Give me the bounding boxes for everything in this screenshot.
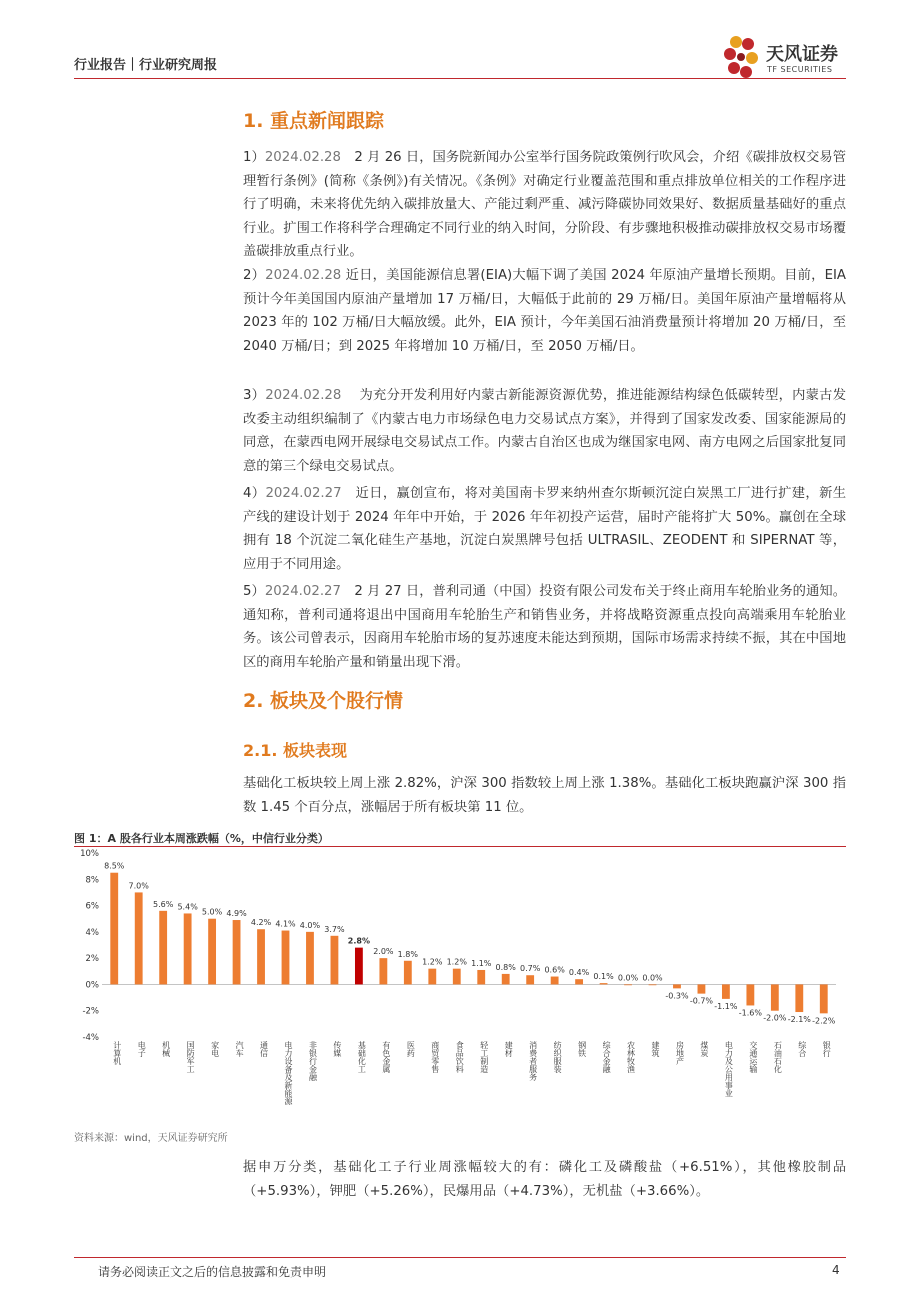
y-tick-label: -2% [82,1006,99,1017]
logo-brand-en: TF SECURITIES [767,65,833,74]
news-item-text: 近日，赢创宣布，将对美国南卡罗来纳州查尔斯顿沉淀白炭黑工厂进行扩建，新生产线的建设计划于 2024 年年中开始，于 2026 年年初投产运营，届时产能将扩大 50%。赢创在全球拥有 18 个沉淀二氧化硅生产基地，沉淀白炭黑牌号包括 ULTRASIL、ZEODENT 和 SIPERNAT 等，应用于不同用途。 [243,486,846,572]
x-tick-label: 汽车 [235,1041,245,1057]
section-title-market: 2. 板块及个股行情 [243,690,404,712]
x-tick-label: 机械 [161,1041,171,1057]
x-tick-label: 建材 [504,1041,514,1057]
chart-bar [600,983,608,984]
news-item-2 [243,264,846,358]
news-item-3 [243,384,846,478]
chart-bar [746,984,754,1005]
chart-bar [208,919,216,985]
news-item-date: 2024.02.28 [265,268,342,283]
subindustry-summary: 据申万分类，基础化工子行业周涨幅较大的有：磷化工及磷酸盐（+6.51%），其他橡胶制品（+5.93%），钾肥（+5.26%），民爆用品（+4.73%），无机盐（+3.66%）。 [243,1160,846,1199]
x-tick-label: 纺织服装 [553,1041,563,1073]
news-item-number: 3） [243,388,266,403]
data-label: -0.3% [665,991,689,1001]
x-tick-label: 石油石化 [773,1041,783,1073]
data-label: 7.0% [128,881,149,891]
x-tick-label: 农林牧渔 [626,1041,636,1073]
x-tick-label: 传媒 [332,1041,342,1057]
news-item-5 [243,580,846,674]
chart-bar [722,984,730,998]
x-tick-label: 综合金融 [602,1041,612,1073]
x-tick-label: 食品饮料 [455,1041,465,1073]
x-tick-label: 家电 [210,1041,220,1057]
chart-bar [771,984,779,1010]
industry-weekly-change-chart [74,848,846,1123]
chart-bar [673,984,681,988]
chart-bar [698,984,706,993]
chart-bar [477,970,485,984]
x-tick-label: 通信 [259,1041,269,1057]
x-tick-label: 钢铁 [577,1041,587,1057]
chart-bar [306,932,314,985]
data-label: 2.0% [373,947,394,957]
x-tick-label: 建筑 [651,1041,660,1057]
x-tick-label: 非银行金融 [308,1041,318,1081]
x-tick-label: 煤炭 [699,1041,709,1057]
chart-bar [575,979,583,984]
data-label: 0.0% [617,973,639,983]
x-tick-label: 银行 [822,1041,832,1057]
chart-bar [428,969,436,985]
news-item-date: 2024.02.27 [264,584,341,599]
data-label: 0.4% [568,968,590,978]
x-tick-label: 消费者服务 [528,1041,538,1081]
x-tick-label: 商贸零售 [430,1041,440,1073]
logo-mark-icon [722,34,764,80]
x-tick-label: 综合 [797,1041,807,1057]
chart-bar [355,948,363,985]
chart-bar [820,984,828,1013]
chart-bar [135,892,143,984]
data-label: 5.0% [201,907,223,917]
chart-bar [551,977,559,985]
x-tick-label: 国防军工 [186,1041,196,1073]
company-logo [722,34,862,80]
x-tick-label: 电力设备及新能源 [284,1041,293,1105]
data-label: -1.6% [738,1008,762,1018]
chart-bar [379,958,387,984]
y-tick-label: 4% [85,927,99,938]
report-type: 行业报告｜行业研究周报 [74,58,218,73]
y-tick-label: 0% [85,980,99,991]
data-label: 4.1% [275,919,296,929]
figure-source: 资料来源：wind，天风证券研究所 [74,1133,228,1144]
news-item-text: 2 月 26 日，国务院新闻办公室举行国务院政策例行吹风会，介绍《碳排放权交易管理暂行条例》(简称《条例》)有关情况。《条例》对确定行业覆盖范围和重点排放单位相关的工作程序进行了明确，未来将优先纳入碳排放量大、产能过剩严重、减污降碳协同效果好、数据质量基础好的重点行业。扩围工作将科学合理确定不同行业的纳入时间，分阶段、有步骤地积极推动碳排放权交易市场覆盖碳排放重点行业。 [243,150,846,259]
section-title-news: 1. 重点新闻跟踪 [243,110,385,132]
subsection-title: 2.1. 板块表现 [243,741,347,760]
footer-divider [74,1257,846,1258]
chart-bar [624,984,632,985]
news-item-4 [243,482,846,576]
data-label: -0.7% [689,996,714,1006]
data-label: 8.5% [104,861,125,871]
news-item-date: 2024.02.27 [265,486,342,501]
data-label: 5.4% [177,902,198,912]
chart-bar [649,984,657,985]
chart-bar [233,920,241,984]
data-label: 4.2% [250,918,272,928]
chart-bar [502,974,510,985]
chart-bar [453,969,461,985]
data-label: 4.0% [299,920,321,930]
x-tick-label: 有色金属 [381,1041,391,1073]
x-tick-label: 电力及公用事业 [724,1041,734,1097]
chart-bar [159,911,167,985]
x-tick-label: 基础化工 [357,1041,367,1073]
data-label: 0.6% [544,965,565,975]
sector-intro: 基础化工板块较上周上涨 2.82%，沪深 300 指数较上周上涨 1.38%。基础化工板块跑赢沪深 300 指数 1.45 个百分点，涨幅居于所有板块第 11 位。 [243,776,846,815]
chart-bar [795,984,803,1012]
y-tick-label: 8% [85,875,99,886]
figure-title: 图 1：A 股各行业本周涨跌幅（%，中信行业分类） [74,832,329,845]
data-label: -1.1% [714,1001,738,1011]
news-item-number: 2） [243,268,266,283]
data-label: 1.2% [422,957,443,967]
chart-bar [257,929,265,984]
news-item-number: 1） [243,150,265,165]
x-tick-label: 交通运输 [748,1041,758,1073]
page-number: 4 [832,1263,840,1277]
data-label: 1.1% [471,958,492,968]
news-item-date: 2024.02.28 [265,388,342,403]
header-divider [74,78,846,79]
chart-bar [110,873,118,985]
x-tick-label: 计算机 [112,1041,122,1065]
x-tick-label: 医药 [406,1041,416,1057]
chart-bar [331,936,339,985]
y-tick-label: -4% [82,1033,99,1043]
news-item-text: 2 月 27 日，普利司通（中国）投资有限公司发布关于终止商用车轮胎业务的通知。通知称，普利司通将退出中国商用车轮胎生产和销售业务，并将战略资源重点投向高端乘用车轮胎业务。该公司曾表示，因商用车轮胎市场的复苏速度未能达到预期，国际市场需求持续不振，其在中国地区的商用车轮胎产量和销量出现下滑。 [243,584,846,670]
news-item-text: 为充分开发利用好内蒙古新能源资源优势，推进能源结构绿色低碳转型，内蒙古发改委主动组织编制了《内蒙古电力市场绿色电力交易试点方案》，并得到了国家发改委、国家能源局的同意，在蒙西电网开展绿电交易试点工作。内蒙古自治区也成为继国家电网、南方电网之后国家批复同意的第三个绿电交易试点。 [243,388,846,474]
y-tick-label: 10% [80,849,99,859]
chart-bar [184,913,192,984]
x-tick-label: 房地产 [675,1041,685,1065]
chart-bar [404,961,412,985]
data-label: 4.9% [226,909,247,919]
news-item-1 [243,146,846,264]
data-label: -2.2% [812,1016,836,1026]
news-item-number: 4） [243,486,266,501]
data-label: 3.7% [324,924,345,934]
logo-brand-cn: 天风证券 [766,44,838,65]
data-label: 0.8% [495,962,516,972]
data-label: 0.0% [642,973,663,983]
data-label: 5.6% [153,899,174,909]
footer-disclaimer: 请务必阅读正文之后的信息披露和免责申明 [98,1265,327,1279]
data-label: -2.1% [787,1015,811,1025]
data-label: 2.8% [347,936,370,946]
data-label: -2.0% [763,1013,787,1023]
data-label: 1.2% [446,957,467,967]
figure-divider [74,846,846,847]
news-item-date: 2024.02.28 [264,150,341,165]
x-tick-label: 轻工制造 [479,1041,489,1073]
data-label: 0.1% [593,972,614,982]
news-item-number: 5） [243,584,265,599]
x-tick-label: 电子 [137,1041,147,1057]
chart-bar [282,931,290,985]
y-tick-label: 6% [85,901,99,912]
data-label: 1.8% [397,949,418,959]
y-tick-label: 2% [85,954,99,965]
data-label: 0.7% [520,964,541,974]
news-item-text: 近日，美国能源信息署(EIA)大幅下调了美国 2024 年原油产量增长预期。目前，EIA 预计今年美国国内原油产量增加 17 万桶/日，大幅低于此前的 29 万桶/日。美国年原油产量增幅将从 2023 年的 102 万桶/日大幅放缓。此外，EIA 预计，今年美国石油消费量预计将增加 20 万桶/日，至 2040 万桶/日；到 2025 年将增加 10 万桶/日，至 2050 万桶/日。 [243,268,846,354]
chart-bar [526,975,534,984]
